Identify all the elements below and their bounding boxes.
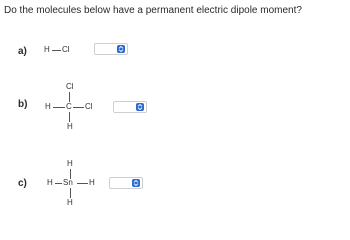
bond-right xyxy=(73,107,84,108)
bond-right xyxy=(77,183,88,184)
item-b-letter: b) xyxy=(18,99,28,110)
item-a-letter: a) xyxy=(18,46,27,57)
atom-cl: Cl xyxy=(62,45,70,54)
bond-top xyxy=(69,92,70,102)
bond-left xyxy=(53,107,65,108)
chevron-updown-icon xyxy=(132,179,140,187)
atom-cl-top: Cl xyxy=(66,82,74,91)
atom-h-bottom: H xyxy=(67,122,73,131)
bond-bottom xyxy=(70,188,71,198)
atom-h-left: H xyxy=(44,45,50,54)
atom-h-right: H xyxy=(89,178,95,187)
atom-cl-right: Cl xyxy=(85,102,93,111)
atom-c-center: C xyxy=(66,102,72,111)
atom-sn-center: Sn xyxy=(63,178,73,187)
item-c-letter: c) xyxy=(18,178,27,189)
molecule-b xyxy=(45,81,105,131)
bond-bottom xyxy=(69,112,70,122)
atom-h-bottom: H xyxy=(67,198,73,207)
bond-single xyxy=(52,50,61,51)
answer-dropdown-c[interactable] xyxy=(109,177,143,189)
bond-left xyxy=(55,183,62,184)
molecule-c xyxy=(47,157,107,219)
chevron-updown-icon xyxy=(117,45,125,53)
question-prompt: Do the molecules below have a permanent electric dipole moment? xyxy=(4,5,302,16)
answer-dropdown-b[interactable] xyxy=(113,101,147,113)
atom-h-left: H xyxy=(47,178,53,187)
answer-dropdown-a[interactable] xyxy=(94,43,128,55)
atom-h-left: H xyxy=(45,102,51,111)
molecule-a xyxy=(44,43,94,57)
chevron-updown-icon xyxy=(136,103,144,111)
atom-h-top: H xyxy=(67,159,73,168)
